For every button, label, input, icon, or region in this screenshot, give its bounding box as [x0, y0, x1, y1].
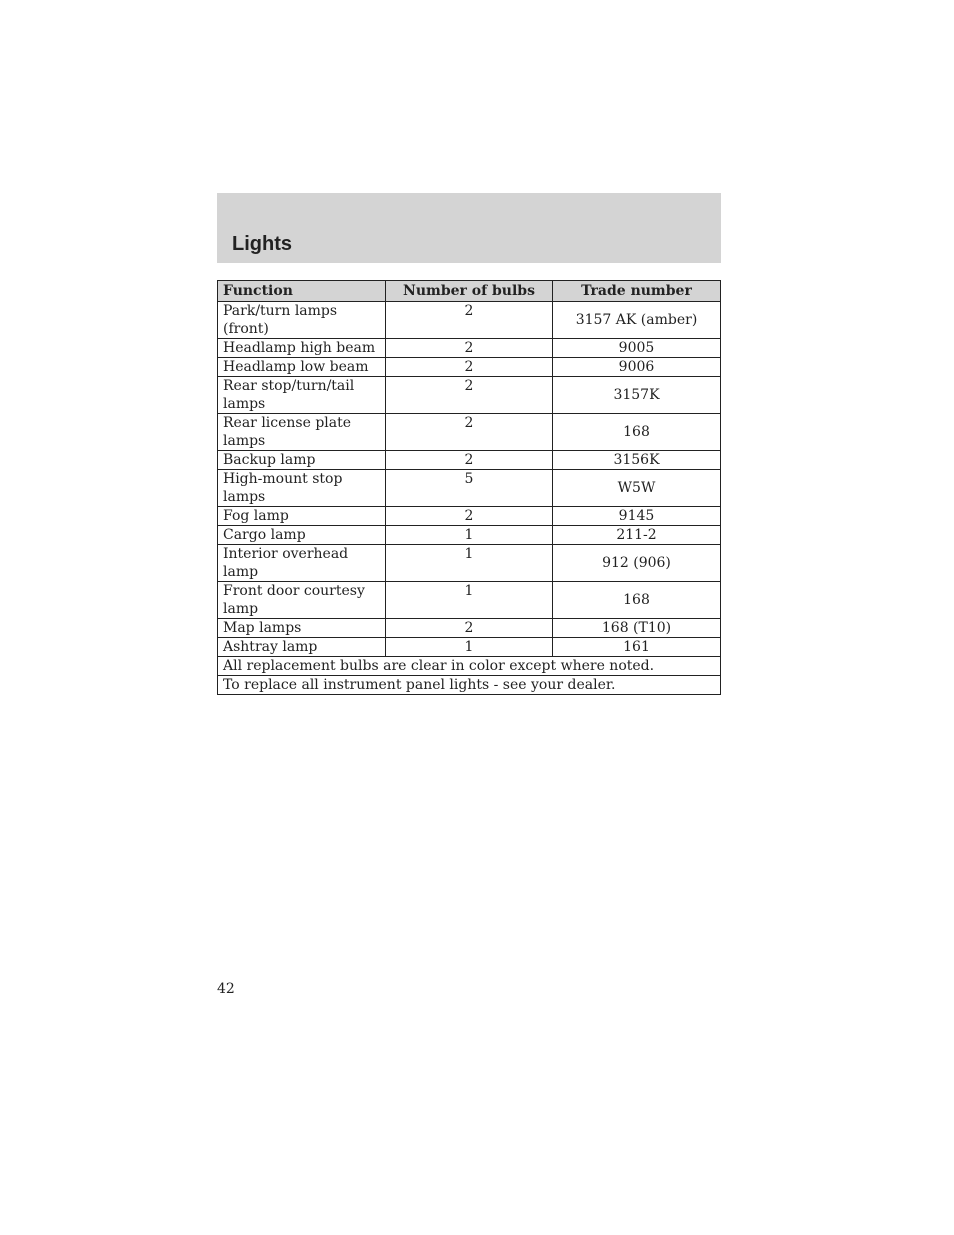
function-cell: Headlamp high beam: [218, 339, 386, 358]
table-row: [218, 451, 721, 470]
table-row: [218, 377, 721, 414]
trade-number-cell: 9006: [553, 358, 721, 377]
trade-number-cell: 168: [553, 582, 721, 619]
bulb-count-cell: 2: [386, 619, 553, 638]
function-cell: Front door courtesy lamp: [218, 582, 386, 619]
function-cell: Interior overhead lamp: [218, 545, 386, 582]
section-title: Lights: [232, 233, 292, 255]
bulb-count-cell: 2: [386, 377, 553, 414]
function-cell: Headlamp low beam: [218, 358, 386, 377]
function-cell: Fog lamp: [218, 507, 386, 526]
trade-number-cell: W5W: [553, 470, 721, 507]
trade-number-cell: 168: [553, 414, 721, 451]
bulb-count-cell: 2: [386, 339, 553, 358]
bulb-count-cell: 2: [386, 451, 553, 470]
function-cell: Backup lamp: [218, 451, 386, 470]
table-row: [218, 638, 721, 657]
function-cell: Ashtray lamp: [218, 638, 386, 657]
function-cell: Cargo lamp: [218, 526, 386, 545]
column-header-function: Function: [218, 281, 386, 302]
table-note: To replace all instrument panel lights - see your dealer.: [218, 676, 721, 695]
bulb-count-cell: 2: [386, 358, 553, 377]
table-note-row: [218, 657, 721, 676]
trade-number-cell: 161: [553, 638, 721, 657]
function-cell: Rear license plate lamps: [218, 414, 386, 451]
table-row: [218, 358, 721, 377]
table-row: [218, 619, 721, 638]
table-row: [218, 470, 721, 507]
table-row: [218, 339, 721, 358]
table-row: [218, 507, 721, 526]
table-row: [218, 526, 721, 545]
trade-number-cell: 9145: [553, 507, 721, 526]
bulb-count-cell: 1: [386, 582, 553, 619]
function-cell: High-mount stop lamps: [218, 470, 386, 507]
table-row: [218, 414, 721, 451]
bulb-table: [217, 280, 721, 695]
table-row: [218, 302, 721, 339]
table-header-row: [218, 281, 721, 302]
bulb-count-cell: 2: [386, 414, 553, 451]
table-note: All replacement bulbs are clear in color except where noted.: [218, 657, 721, 676]
function-cell: Map lamps: [218, 619, 386, 638]
bulb-count-cell: 1: [386, 638, 553, 657]
function-cell: Park/turn lamps (front): [218, 302, 386, 339]
function-cell: Rear stop/turn/tail lamps: [218, 377, 386, 414]
trade-number-cell: 3157K: [553, 377, 721, 414]
section-header: [217, 193, 721, 263]
trade-number-cell: 3157 AK (amber): [553, 302, 721, 339]
trade-number-cell: 9005: [553, 339, 721, 358]
trade-number-cell: 211-2: [553, 526, 721, 545]
bulb-count-cell: 2: [386, 507, 553, 526]
trade-number-cell: 912 (906): [553, 545, 721, 582]
page-number: 42: [217, 981, 235, 997]
bulb-count-cell: 2: [386, 302, 553, 339]
table-note-row: [218, 676, 721, 695]
bulb-count-cell: 1: [386, 545, 553, 582]
bulb-count-cell: 1: [386, 526, 553, 545]
bulb-count-cell: 5: [386, 470, 553, 507]
column-header-trade-number: Trade number: [553, 281, 721, 302]
table-row: [218, 582, 721, 619]
trade-number-cell: 3156K: [553, 451, 721, 470]
column-header-number-of-bulbs: Number of bulbs: [386, 281, 553, 302]
table-row: [218, 545, 721, 582]
trade-number-cell: 168 (T10): [553, 619, 721, 638]
